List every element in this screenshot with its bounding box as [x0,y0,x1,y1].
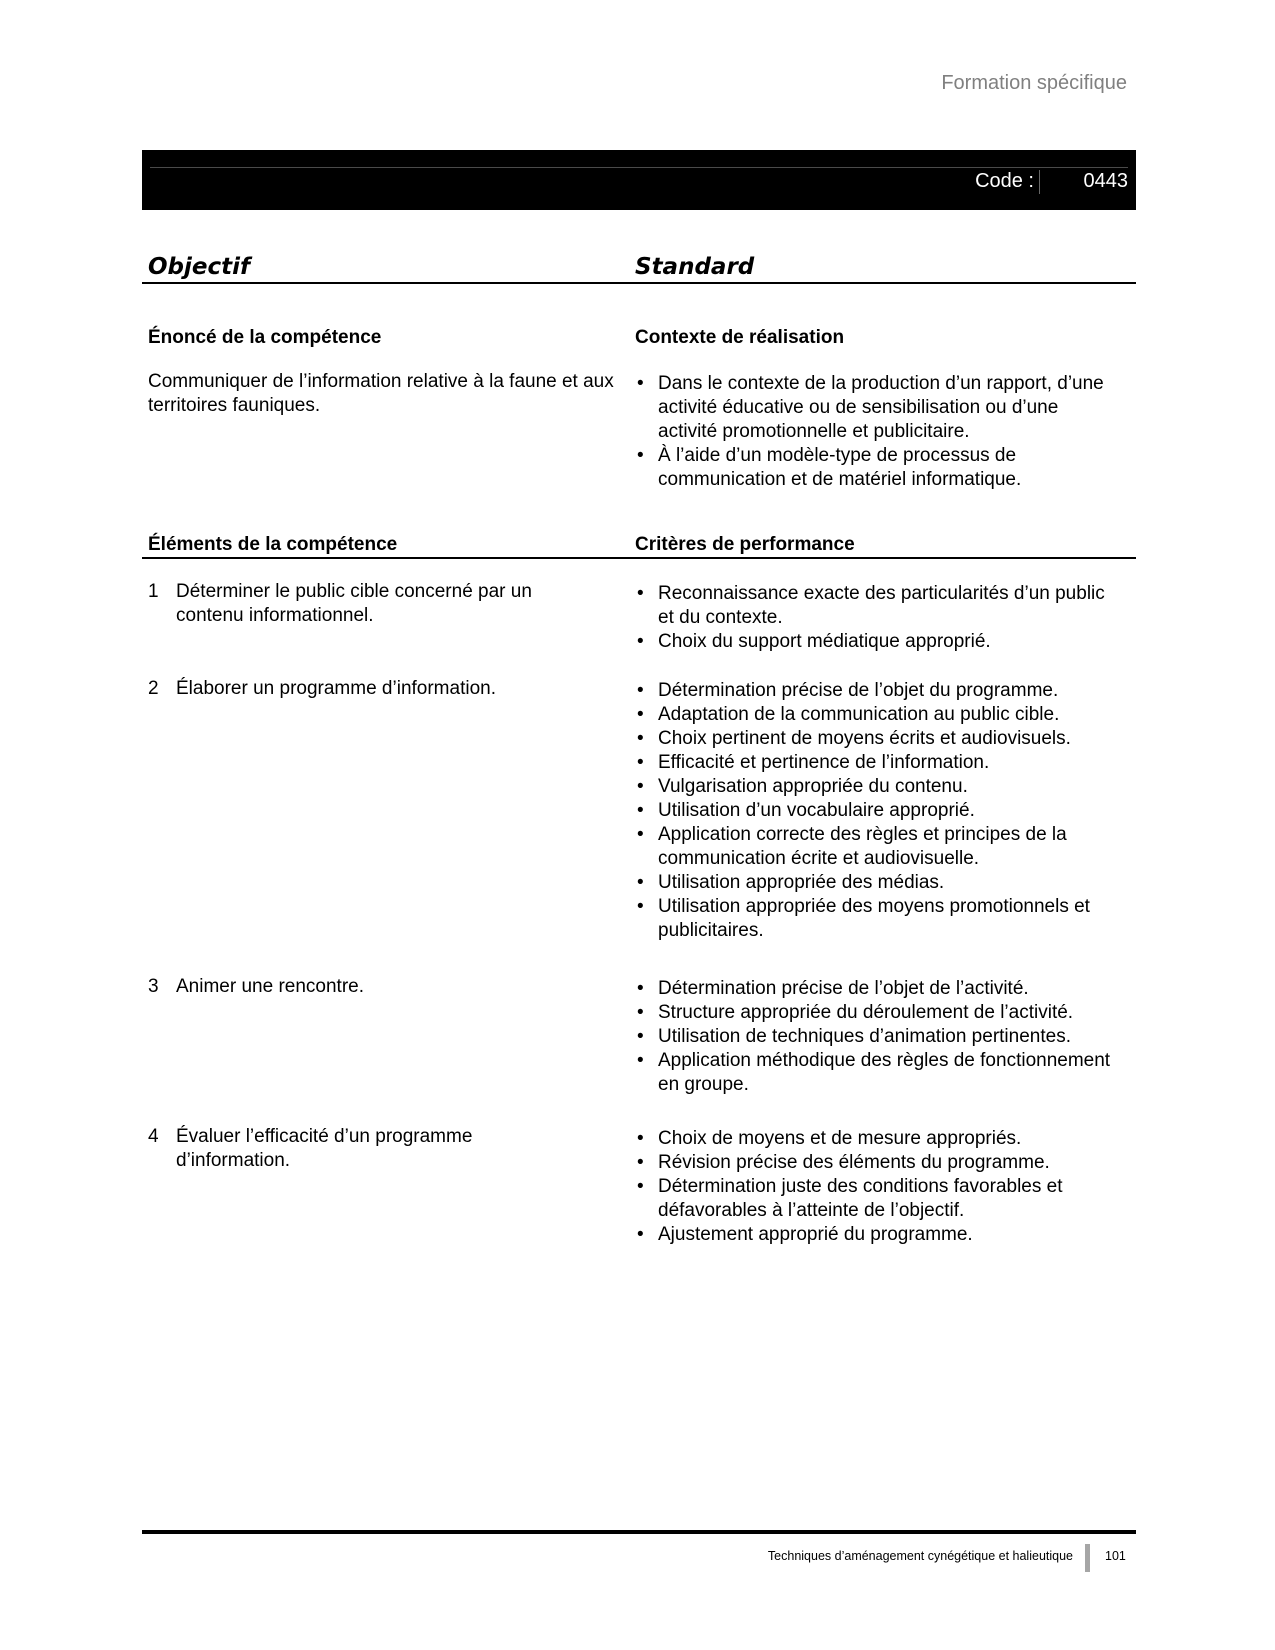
footer-title: Techniques d’aménagement cynégétique et halieutique [767,1549,1073,1563]
criterion-item: • Choix pertinent de moyens écrits et audiovisuels. [635,727,1115,751]
elements-heading: Éléments de la compétence [148,534,398,555]
criterion-item: • Détermination précise de l’objet de l’activité. [635,977,1115,1001]
code-separator [1039,170,1040,194]
statement-heading: Énoncé de la compétence [148,327,382,348]
criterion-item: • Utilisation d’un vocabulaire approprié. [635,799,1115,823]
running-head: Formation spécifique [941,72,1127,94]
page-number: 101 [1105,1549,1126,1563]
code-label: Code : [975,170,1034,192]
criterion-item: • Ajustement approprié du programme. [635,1223,1105,1247]
criterion-item: • Application méthodique des règles de fonctionnement en groupe. [635,1049,1115,1097]
element-number: 1 [148,581,159,602]
element-text: Élaborer un programme d’information. [176,678,496,699]
criteria-list [635,679,1115,943]
element-number: 2 [148,678,159,699]
criterion-item: • Utilisation de techniques d’animation pertinentes. [635,1025,1115,1049]
heading-rule [142,282,1136,284]
criteria-list [635,977,1115,1097]
element-text: Évaluer l’efficacité d’un programme d’information. [176,1126,473,1171]
code-value: 0443 [1083,170,1128,192]
criterion-item: • Vulgarisation appropriée du contenu. [635,775,1115,799]
criterion-item: • Choix de moyens et de mesure appropriés. [635,1127,1105,1151]
context-heading: Contexte de réalisation [635,327,845,348]
element-text: Animer une rencontre. [176,976,364,997]
criteria-heading: Critères de performance [635,534,855,555]
criterion-item: • Révision précise des éléments du programme. [635,1151,1105,1175]
element-number: 4 [148,1126,159,1147]
criterion-item: • Choix du support médiatique approprié. [635,630,1105,654]
criterion-item: • Structure appropriée du déroulement de l’activité. [635,1001,1115,1025]
footer-rule [142,1530,1136,1534]
objectif-heading: Objectif [148,254,251,280]
footer-divider [1085,1544,1090,1572]
criterion-item: • Utilisation appropriée des médias. [635,871,1115,895]
element-text: Déterminer le public cible concerné par un contenu informationnel. [176,581,532,626]
criterion-item: • Détermination juste des conditions favorables et défavorables à l’atteinte de l’objectif. [635,1175,1105,1223]
element-number: 3 [148,976,159,997]
standard-heading: Standard [635,254,755,280]
criterion-item: • Reconnaissance exacte des particularités d’un public et du contexte. [635,582,1105,630]
context-item: • À l’aide d’un modèle-type de processus de communication et de matériel informatique. [635,444,1105,492]
statement-text: Communiquer de l’information relative à la faune et aux territoires fauniques. [148,371,614,416]
elements-rule [142,557,1136,559]
criteria-list [635,1127,1105,1247]
criterion-item: • Utilisation appropriée des moyens promotionnels et publicitaires. [635,895,1115,943]
criterion-item: • Adaptation de la communication au public cible. [635,703,1115,727]
criterion-item: • Efficacité et pertinence de l’information. [635,751,1115,775]
criterion-item: • Application correcte des règles et principes de la communication écrite et audiovisuelle. [635,823,1115,871]
context-item: • Dans le contexte de la production d’un rapport, d’une activité éducative ou de sensibilisation ou d’une activité promotionnelle et publicitaire. [635,372,1105,444]
context-list [635,372,1105,492]
criterion-item: • Détermination précise de l’objet du programme. [635,679,1115,703]
criteria-list [635,582,1105,654]
code-bar [142,150,1136,210]
code-bar-line [150,167,1128,168]
